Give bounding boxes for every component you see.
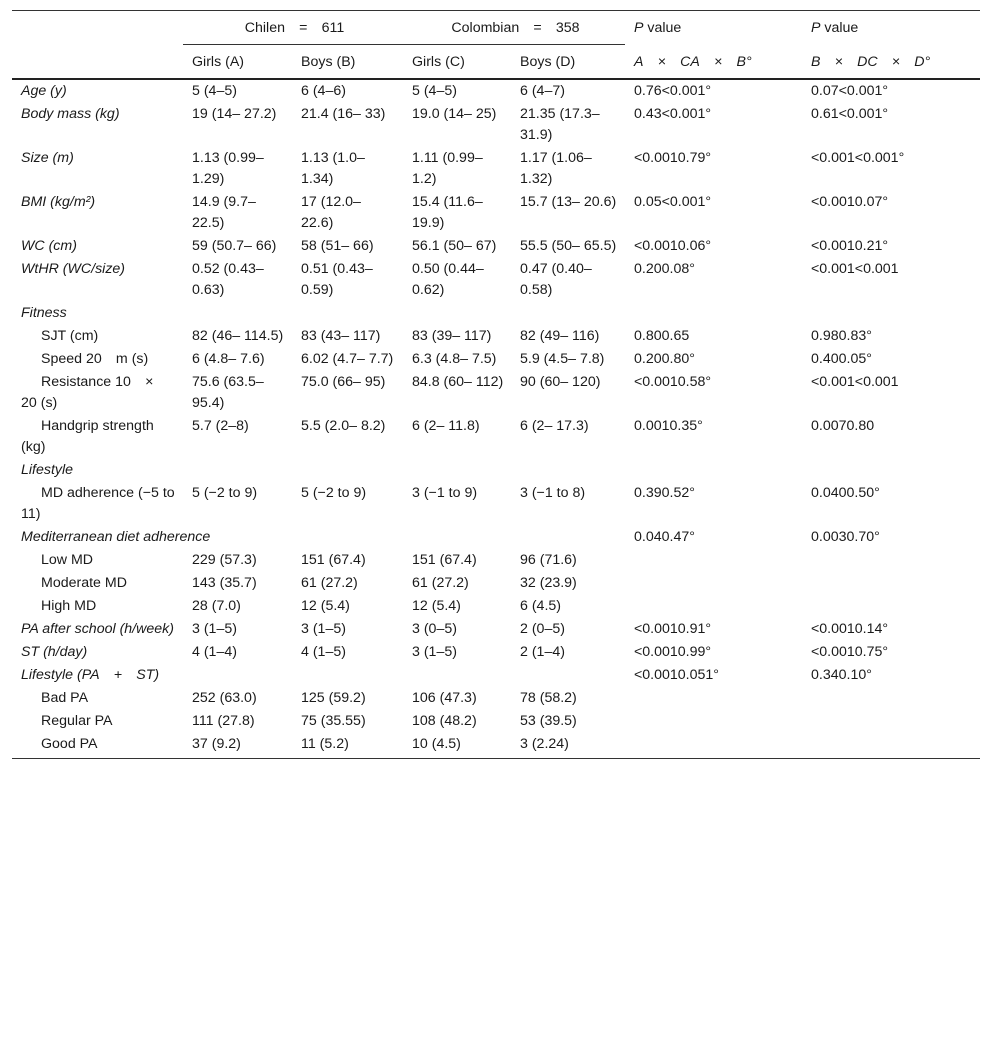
cell-girls-c: 3 (1–5) xyxy=(412,644,457,660)
row-label: Handgrip strength (kg) xyxy=(21,418,154,455)
table-row xyxy=(12,664,980,687)
cell-pvalue-2: <0.0010.07° xyxy=(811,194,889,210)
cell-pvalue-2: 0.980.83° xyxy=(811,328,872,344)
cell-boys-b: 1.13 (1.0– 1.34) xyxy=(301,150,365,187)
cell-girls-a: 1.13 (0.99– 1.29) xyxy=(192,150,264,187)
chile-group-header: Chilen = 611 xyxy=(183,11,403,45)
cell-girls-a: 3 (1–5) xyxy=(192,621,237,637)
cell-girls-a: 0.52 (0.43– 0.63) xyxy=(192,261,264,298)
cell-girls-c: 1.11 (0.99– 1.2) xyxy=(412,150,483,187)
row-label: PA after school (h/week) xyxy=(21,621,174,637)
cell-girls-a: 19 (14– 27.2) xyxy=(192,106,277,122)
cell-pvalue-2 xyxy=(802,710,980,733)
cell-girls-c: 6 (2– 11.8) xyxy=(412,418,480,434)
cell-boys-d: 2 (0–5) xyxy=(520,621,565,637)
cell-boys-b: 21.4 (16– 33) xyxy=(301,106,386,122)
cell-boys-b: 58 (51– 66) xyxy=(301,238,374,254)
cell-pvalue-2: <0.001<0.001° xyxy=(811,150,905,166)
cell-girls-a: 5.7 (2–8) xyxy=(192,418,249,434)
row-label: ST (h/day) xyxy=(21,644,88,660)
row-label: Low MD xyxy=(41,552,94,568)
cell-boys-d: 3 (2.24) xyxy=(511,733,625,759)
cell-boys-d: 2 (1–4) xyxy=(520,644,565,660)
cell-pvalue-1: 0.390.52° xyxy=(634,485,695,501)
cell-boys-d: 55.5 (50– 65.5) xyxy=(520,238,617,254)
boys-d-header: Boys (D) xyxy=(511,45,625,80)
cell-boys-b xyxy=(292,459,403,482)
cell-girls-c: 151 (67.4) xyxy=(412,552,477,568)
cell-pvalue-2: 0.0400.50° xyxy=(811,485,880,501)
cell-girls-c: 83 (39– 117) xyxy=(412,328,492,344)
colombia-group-header: Colombian = 358 xyxy=(403,11,625,45)
cell-boys-b: 3 (1–5) xyxy=(301,621,346,637)
cell-pvalue-2: <0.0010.21° xyxy=(811,238,889,254)
cell-pvalue-1: <0.0010.051° xyxy=(634,667,719,683)
cell-pvalue-1: 0.800.65 xyxy=(634,328,690,344)
cell-pvalue-2: 0.400.05° xyxy=(811,351,872,367)
row-label: Lifestyle (PA + ST) xyxy=(21,667,160,683)
cell-girls-c: 12 (5.4) xyxy=(412,598,461,614)
cell-pvalue-1 xyxy=(625,710,802,733)
cell-pvalue-2: <0.001<0.001 xyxy=(811,261,899,277)
table-row xyxy=(12,371,980,415)
cell-pvalue-1: 0.0010.35° xyxy=(634,418,703,434)
cell-girls-a: 82 (46– 114.5) xyxy=(192,328,284,344)
table-row xyxy=(12,710,980,733)
pvalue-header-2-text: value xyxy=(820,20,859,36)
cell-pvalue-1: <0.0010.91° xyxy=(634,621,712,637)
cell-boys-d: 6 (4–7) xyxy=(520,83,565,99)
table-row xyxy=(12,325,980,348)
cell-pvalue-1 xyxy=(625,572,802,595)
table-row xyxy=(12,459,980,482)
cell-girls-c: 19.0 (14– 25) xyxy=(412,106,497,122)
cell-girls-c: 56.1 (50– 67) xyxy=(412,238,497,254)
cell-pvalue-2 xyxy=(802,733,980,759)
cell-pvalue-1: 0.040.47° xyxy=(634,529,695,545)
girls-c-header: Girls (C) xyxy=(403,45,511,80)
cell-pvalue-2: <0.0010.14° xyxy=(811,621,889,637)
header-empty-cell xyxy=(12,45,183,80)
cell-girls-c: 10 (4.5) xyxy=(403,733,511,759)
cell-pvalue-2: 0.61<0.001° xyxy=(811,106,889,122)
cell-boys-d: 96 (71.6) xyxy=(520,552,577,568)
cell-pvalue-2: 0.07<0.001° xyxy=(811,83,889,99)
cell-girls-c: 106 (47.3) xyxy=(412,690,477,706)
girls-a-header: Girls (A) xyxy=(183,45,292,80)
cell-pvalue-2 xyxy=(802,572,980,595)
cell-boys-d: 82 (49– 116) xyxy=(520,328,600,344)
row-label: Mediterranean diet adherence xyxy=(21,529,211,545)
row-label: Lifestyle xyxy=(21,462,74,478)
cell-boys-b: 6 (4–6) xyxy=(301,83,346,99)
data-table-container xyxy=(12,10,980,759)
row-label: Regular PA xyxy=(41,713,113,729)
row-label: Body mass (kg) xyxy=(21,106,120,122)
cell-girls-a: 5 (−2 to 9) xyxy=(192,485,258,501)
row-label: Size (m) xyxy=(21,150,74,166)
cell-pvalue-1: <0.0010.06° xyxy=(634,238,712,254)
cell-boys-d: 90 (60– 120) xyxy=(520,374,601,390)
cell-pvalue-1: 0.76<0.001° xyxy=(634,83,712,99)
cell-pvalue-1: 0.200.08° xyxy=(634,261,695,277)
cell-pvalue-1 xyxy=(625,459,802,482)
cell-boys-d: 15.7 (13– 20.6) xyxy=(520,194,617,210)
table-row xyxy=(12,147,980,191)
table-row xyxy=(12,235,980,258)
cell-pvalue-1 xyxy=(625,549,802,572)
table-row xyxy=(12,549,980,572)
cell-boys-d: 32 (23.9) xyxy=(520,575,577,591)
cell-girls-c: 15.4 (11.6– 19.9) xyxy=(412,194,483,231)
pvalue-header-1-text: value xyxy=(643,20,682,36)
cell-boys-b: 12 (5.4) xyxy=(301,598,350,614)
cell-pvalue-2 xyxy=(802,302,980,325)
cell-boys-b: 5 (−2 to 9) xyxy=(301,485,367,501)
table-row xyxy=(12,258,980,302)
cell-boys-d: 21.35 (17.3– 31.9) xyxy=(520,106,600,143)
table-row xyxy=(12,618,980,641)
cell-girls-a: 252 (63.0) xyxy=(192,690,257,706)
cell-pvalue-1: 0.05<0.001° xyxy=(634,194,712,210)
cell-boys-b: 4 (1–5) xyxy=(301,644,346,660)
cell-boys-d: 6 (2– 17.3) xyxy=(520,418,589,434)
table-row xyxy=(12,348,980,371)
cell-boys-b: 0.51 (0.43– 0.59) xyxy=(301,261,373,298)
cell-boys-b: 83 (43– 117) xyxy=(301,328,381,344)
boys-b-header: Boys (B) xyxy=(292,45,403,80)
table-row xyxy=(12,103,980,147)
cell-girls-a: 143 (35.7) xyxy=(192,575,257,591)
cell-girls-a: 5 (4–5) xyxy=(192,83,237,99)
cell-girls-a: 4 (1–4) xyxy=(192,644,237,660)
cell-pvalue-2 xyxy=(802,459,980,482)
cell-pvalue-2: 0.340.10° xyxy=(811,667,872,683)
cell-pvalue-1 xyxy=(625,733,802,759)
cell-boys-b: 17 (12.0– 22.6) xyxy=(301,194,361,231)
cell-pvalue-1 xyxy=(625,687,802,710)
table-row xyxy=(12,79,980,103)
cell-girls-c: 5 (4–5) xyxy=(412,83,457,99)
table-row xyxy=(12,482,980,526)
table-row xyxy=(12,191,980,235)
comparison-header-1: A × CA × B° xyxy=(625,45,802,80)
cell-boys-d: 1.17 (1.06– 1.32) xyxy=(520,150,592,187)
table-row xyxy=(12,302,980,325)
cell-boys-b: 75.0 (66– 95) xyxy=(301,374,386,390)
cell-boys-d: 0.47 (0.40– 0.58) xyxy=(520,261,592,298)
table-row xyxy=(12,687,980,710)
cell-girls-c: 0.50 (0.44– 0.62) xyxy=(412,261,484,298)
cell-boys-b: 151 (67.4) xyxy=(301,552,366,568)
cell-girls-c xyxy=(403,459,511,482)
table-row xyxy=(12,526,980,549)
table-row xyxy=(12,572,980,595)
cell-pvalue-1: 0.43<0.001° xyxy=(634,106,712,122)
cell-boys-b: 75 (35.55) xyxy=(301,713,366,729)
cell-pvalue-1: 0.200.80° xyxy=(634,351,695,367)
cell-pvalue-1: <0.0010.58° xyxy=(634,374,712,390)
row-label: WC (cm) xyxy=(21,238,77,254)
row-label: High MD xyxy=(41,598,97,614)
cell-girls-a: 6 (4.8– 7.6) xyxy=(192,351,265,367)
row-label: Fitness xyxy=(21,305,67,321)
cell-pvalue-1 xyxy=(625,302,802,325)
row-label: SJT (cm) xyxy=(41,328,99,344)
cell-girls-c: 108 (48.2) xyxy=(412,713,477,729)
cell-pvalue-1: <0.0010.99° xyxy=(634,644,712,660)
cell-girls-c xyxy=(403,302,511,325)
cell-boys-d: 6 (4.5) xyxy=(520,598,562,614)
pvalue-header-1: P value xyxy=(634,20,682,36)
table-row xyxy=(12,733,980,759)
cell-girls-a xyxy=(183,459,292,482)
cell-pvalue-2: 0.0070.80 xyxy=(811,418,875,434)
table-body xyxy=(12,79,980,759)
cell-boys-b: 5.5 (2.0– 8.2) xyxy=(301,418,386,434)
cell-boys-b xyxy=(292,302,403,325)
cell-boys-d: 3 (−1 to 8) xyxy=(520,485,586,501)
cell-boys-b: 6.02 (4.7– 7.7) xyxy=(301,351,394,367)
cell-girls-a: 75.6 (63.5– 95.4) xyxy=(192,374,264,411)
row-label: Speed 20 m (s) xyxy=(41,351,149,367)
cell-girls-a: 111 (27.8) xyxy=(192,713,255,729)
cell-girls-a: 28 (7.0) xyxy=(192,598,241,614)
table-row xyxy=(12,415,980,459)
row-label: Age (y) xyxy=(21,83,67,99)
cell-girls-a xyxy=(183,302,292,325)
cell-pvalue-2: 0.0030.70° xyxy=(811,529,880,545)
header-empty-cell xyxy=(12,11,183,45)
cell-girls-a: 14.9 (9.7– 22.5) xyxy=(192,194,256,231)
cell-pvalue-1: <0.0010.79° xyxy=(634,150,712,166)
row-label: Bad PA xyxy=(41,690,89,706)
pvalue-header-2: P value xyxy=(811,20,859,36)
cell-boys-d xyxy=(511,459,625,482)
cell-pvalue-2 xyxy=(802,549,980,572)
cell-girls-c: 3 (−1 to 9) xyxy=(412,485,478,501)
header-row-groups xyxy=(12,11,980,45)
cell-pvalue-1 xyxy=(625,595,802,618)
row-label: MD adherence (−5 to 11) xyxy=(21,485,175,522)
header-row-columns xyxy=(12,45,980,80)
comparison-header-2: B × DC × D° xyxy=(802,45,980,80)
cell-boys-b: 61 (27.2) xyxy=(301,575,358,591)
cell-girls-a: 59 (50.7– 66) xyxy=(192,238,277,254)
cell-pvalue-2: <0.0010.75° xyxy=(811,644,889,660)
cell-girls-c: 84.8 (60– 112) xyxy=(412,374,504,390)
row-label: Good PA xyxy=(12,733,183,759)
cell-boys-d xyxy=(511,302,625,325)
table-row xyxy=(12,641,980,664)
cell-girls-c: 3 (0–5) xyxy=(412,621,457,637)
cell-girls-c: 6.3 (4.8– 7.5) xyxy=(412,351,497,367)
cell-pvalue-2: <0.001<0.001 xyxy=(811,374,899,390)
data-table xyxy=(12,10,980,759)
cell-boys-b: 125 (59.2) xyxy=(301,690,366,706)
table-row xyxy=(12,595,980,618)
cell-boys-d: 53 (39.5) xyxy=(520,713,577,729)
cell-boys-d: 78 (58.2) xyxy=(520,690,577,706)
row-label: BMI (kg/m²) xyxy=(21,194,96,210)
cell-pvalue-2 xyxy=(802,595,980,618)
cell-boys-d: 5.9 (4.5– 7.8) xyxy=(520,351,605,367)
cell-girls-a: 37 (9.2) xyxy=(183,733,292,759)
cell-girls-c: 61 (27.2) xyxy=(412,575,469,591)
row-label: WtHR (WC/size) xyxy=(21,261,126,277)
cell-boys-b: 11 (5.2) xyxy=(292,733,403,759)
row-label: Resistance 10 × 20 (s) xyxy=(21,374,168,411)
row-label: Moderate MD xyxy=(41,575,127,591)
cell-girls-a: 229 (57.3) xyxy=(192,552,257,568)
cell-pvalue-2 xyxy=(802,687,980,710)
